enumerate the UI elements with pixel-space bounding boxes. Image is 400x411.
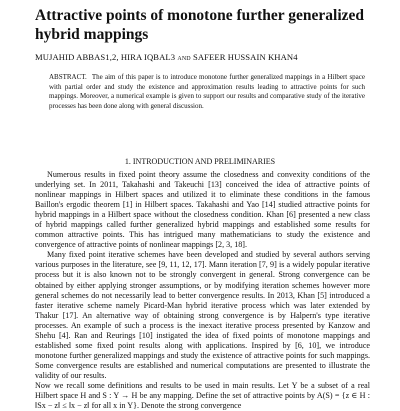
abstract-text: The aim of this paper is to introduce monotone further generalized mappings in a Hilbert space with partial order and study the existence and approximation results leading to attractive points for such mappings. Moreover, a numerical example is given to support our results and comparative study of the iterative processes has been done along with general discussion. [49,73,366,110]
body-text [35,170,370,411]
section-heading-text: 1. INTRODUCTION AND PRELIMINARIES [124,157,276,166]
paragraph-1: Numerous results in fixed point theory assume the closedness and convexity conditions of the underlying set. In 2011, Takahashi and Takeuchi [13] conceived the idea of attractive points of nonlinear mappings in Hilbert spaces and utilized it to eliminate these conditions in the famous Baillon's ergodic theorem [1] in Hilbert spaces. Takahashi and Yao [14] studied attractive points for hybrid mappings in a Hilbert space without the closedness condition. Khan [6] presented a new class of hybrid mappings called further generalized hybrid mappings and established some results for common attractive points. This has intrigued many mathematicians to study the existence and convergence of attractive points of nonlinear mappings [2, 3, 18]. [35,170,370,250]
section-heading [0,157,400,167]
paper-title: Attractive points of monotone further generalized hybrid mappings [35,7,365,43]
abstract-label: ABSTRACT. [49,73,87,81]
abstract [49,73,365,111]
paragraph-2: Many fixed point iterative schemes have been developed and studied by several authors serving various purposes in the literature, see [9, 11, 12, 17]. Mann iteration [7, 9] is a widely popular iterative process but it is also known not to be strongly convergent in general. Strong convergence can be obtained by either applying stronger assumptions, or by modifying iteration schemes however more general schemes do not necessarily lead to better convergence results. In 2013, Khan [5] introduced a faster iterative scheme namely Picard-Man hybrid iterative process which was later extended by Thakur [17]. An alternative way of obtaining strong convergence is by Halpern's type iterative processes. An example of such a process is the inexact iterative process presented by Kanzow and Shehu [4]. Ran and Reurings [10] instigated the idea of fixed points of monotone mappings and established some fixed point results along with applications. Inspired by [6, 10], we introduce monotone further generalized mappings and study the existence of attractive points for such mappings. Some convergence results are established and numerical computations are presented to illustrate the validity of our results. [35,250,370,380]
authors-text: MUJAHID ABBAS1,2, HIRA IQBAL3 and SAFEER HUSSAIN KHAN4 [35,52,298,62]
author-line [35,52,375,63]
paragraph-3: Now we recall some definitions and results to be used in main results. Let Y be a subset of a real Hilbert space H and S : Y → H be any mapping. Define the set of attractive points by A(S) = {z ∈ H : ‖Sx − z‖ ≤ ‖x − z‖ for all x in Y}. Denote the strong convergence [35,380,370,411]
